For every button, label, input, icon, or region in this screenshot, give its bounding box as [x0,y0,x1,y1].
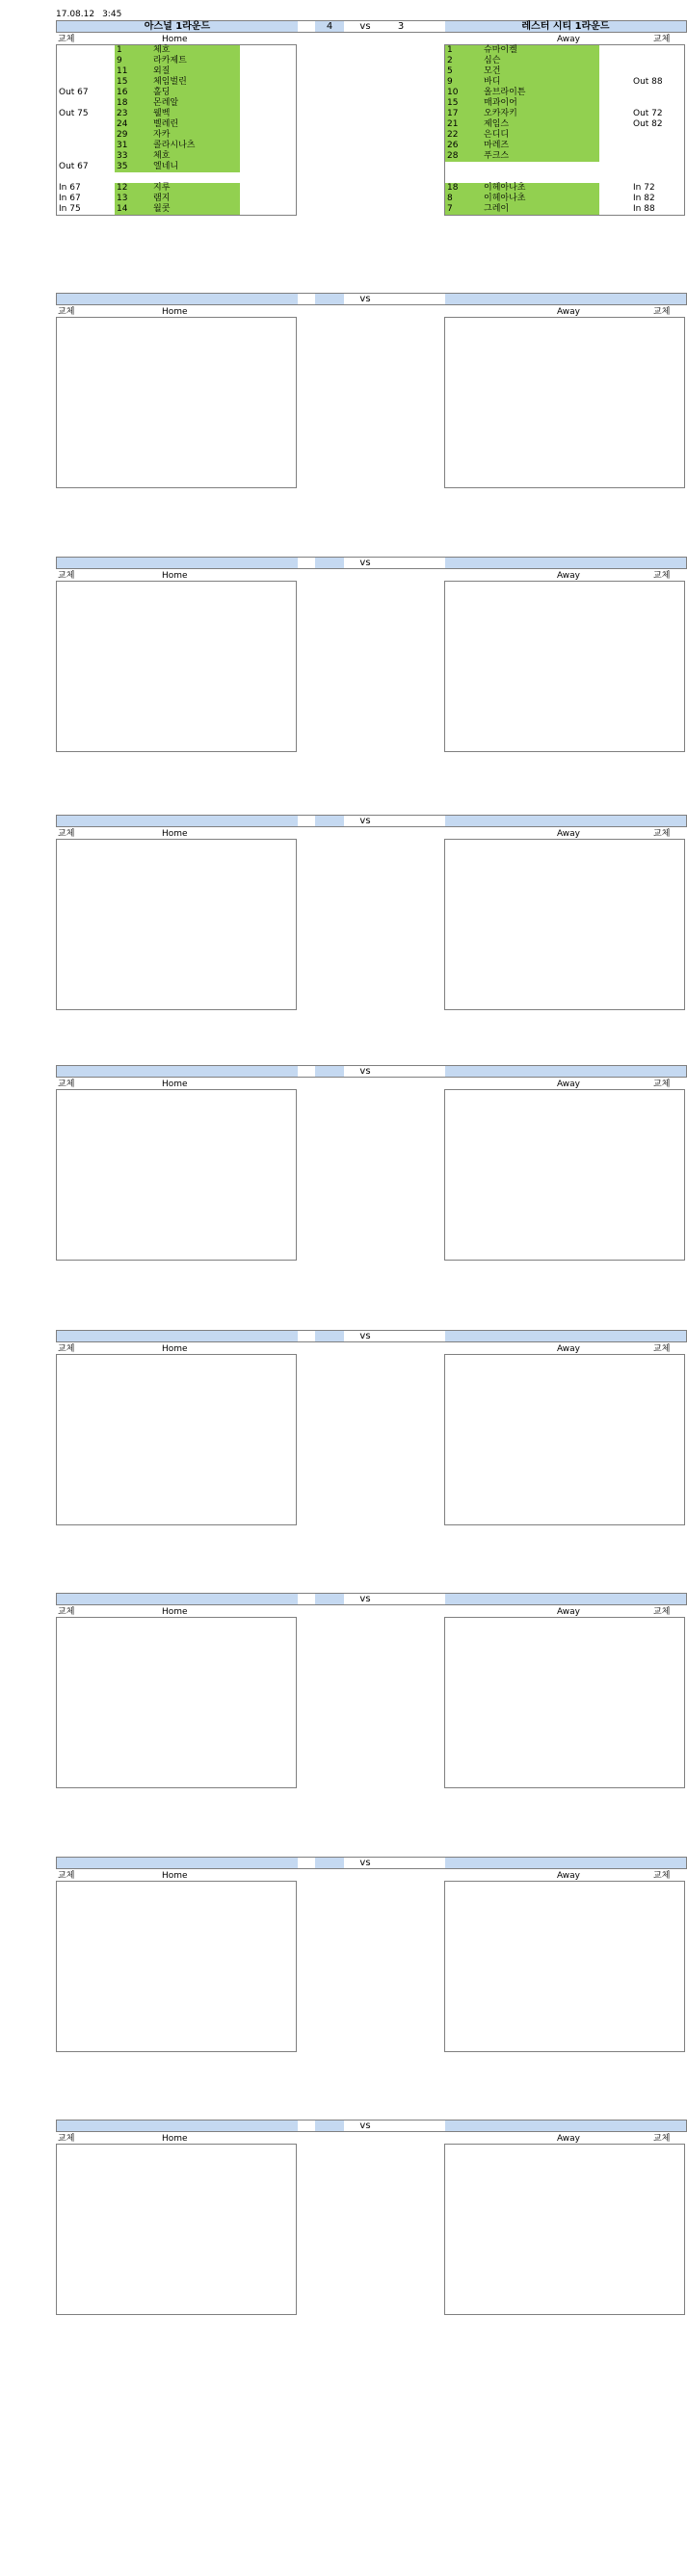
home-player-row [57,151,296,162]
sub-info: In 67 [59,194,81,203]
away-player-row [445,66,684,77]
col-away: Away [557,1871,580,1881]
player-number: 8 [447,194,453,203]
col-change-away: 교체 [653,35,671,44]
away-score [386,1858,415,1868]
match-time: 3:45 [102,10,122,19]
col-change-away: 교체 [653,1871,671,1881]
away-score [386,2121,415,2131]
home-score [315,1331,344,1341]
col-change-away: 교체 [653,829,671,839]
col-away: Away [557,35,580,44]
match-block [56,804,687,1069]
player-name: 콜라시나츠 [153,141,196,150]
player-name: 푸크스 [484,151,510,161]
home-lineup [56,44,297,216]
player-name: 지루 [153,183,171,193]
away-lineup [444,1354,685,1525]
home-score [315,558,344,568]
vs-label: vs [359,21,371,32]
column-header [56,2134,687,2144]
match-block [56,2109,687,2374]
player-cell [115,98,240,109]
away-lineup [444,317,685,488]
player-name: 벨레린 [153,119,179,129]
player-name: 모건 [484,66,501,76]
player-number: 21 [447,119,459,129]
player-number: 14 [117,204,128,214]
col-home: Home [162,307,188,317]
home-player-row [57,183,296,194]
col-change-home: 교체 [58,1080,75,1089]
away-team-name [445,1594,686,1604]
home-player-row [57,66,296,77]
player-cell [115,66,240,77]
home-team-name [57,1066,298,1077]
player-number: 18 [447,183,459,193]
col-change-home: 교체 [58,1607,75,1617]
home-score [315,1066,344,1077]
vs-label: vs [359,1858,371,1868]
player-number: 26 [447,141,459,150]
col-home: Home [162,2134,188,2144]
player-number: 17 [447,109,459,118]
player-number: 1 [447,45,453,55]
away-lineup [444,1617,685,1788]
player-name: 외질 [153,66,171,76]
player-cell [115,130,240,141]
col-home: Home [162,1871,188,1881]
player-cell [445,204,599,215]
vs-label: vs [359,1066,371,1077]
match-block [56,282,687,547]
away-lineup [444,581,685,752]
away-score [386,1066,415,1077]
player-cell [115,56,240,66]
away-player-row [445,88,684,98]
home-player-row [57,172,296,183]
player-cell [115,119,240,130]
away-score [386,1594,415,1604]
home-player-row [57,130,296,141]
col-away: Away [557,2134,580,2144]
home-player-row [57,77,296,88]
vs-label: vs [359,558,371,568]
sub-info: In 67 [59,183,81,193]
player-cell [115,109,240,119]
sub-info: Out 67 [59,88,89,97]
home-score [315,1858,344,1868]
home-team-name [57,1331,298,1341]
sub-info: In 75 [59,204,81,214]
player-name: 자카 [153,130,171,140]
player-cell [445,183,599,194]
player-cell [445,194,599,204]
away-player-row [445,141,684,151]
player-number: 33 [117,151,128,161]
away-player-row [445,194,684,204]
team-row [56,1593,687,1605]
sub-info: Out 67 [59,162,89,171]
player-number: 9 [117,56,122,65]
match-block [56,1846,687,2111]
player-name: 체흐 [153,45,171,55]
column-header [56,307,687,317]
match-block [56,10,687,274]
player-cell [115,77,240,88]
vs-label: vs [359,816,371,826]
home-score [315,2121,344,2131]
vs-label: vs [359,294,371,304]
player-number: 7 [447,204,453,214]
player-name: 마레즈 [484,141,510,150]
away-team-name [445,2121,686,2131]
home-player-row [57,162,296,172]
home-lineup [56,1089,297,1261]
col-change-away: 교체 [653,307,671,317]
player-cell [445,98,599,109]
column-header [56,35,687,44]
team-row [56,1330,687,1342]
player-name: 램지 [153,194,171,203]
home-player-row [57,56,296,66]
player-name: 이헤아나초 [484,194,526,203]
player-number: 18 [117,98,128,108]
vs-label: vs [359,1594,371,1604]
team-row [56,2120,687,2132]
player-number: 29 [117,130,128,140]
player-name: 심슨 [484,56,501,65]
away-team-name: 레스터 시티 1라운드 [445,21,686,32]
sub-info: In 88 [633,204,655,214]
home-lineup [56,1881,297,2052]
player-number: 10 [447,88,459,97]
match-datetime [56,1582,64,1592]
col-home: Home [162,35,188,44]
match-datetime [56,282,64,292]
team-row [56,20,687,33]
match-block [56,1582,687,1847]
home-player-row [57,109,296,119]
player-name: 올브라이튼 [484,88,526,97]
home-score [315,816,344,826]
match-datetime [56,1319,64,1329]
sub-info: Out 82 [633,119,663,129]
col-change-away: 교체 [653,1607,671,1617]
away-lineup [444,44,685,216]
col-away: Away [557,1344,580,1354]
player-cell [445,88,599,98]
player-number: 11 [117,66,128,76]
player-cell [445,119,599,130]
player-number: 2 [447,56,453,65]
player-number: 28 [447,151,459,161]
player-name: 홀딩 [153,88,171,97]
away-player-row [445,119,684,130]
sub-info: Out 75 [59,109,89,118]
player-cell [445,77,599,88]
away-lineup [444,2144,685,2315]
away-score: 3 [397,21,405,32]
team-row [56,1065,687,1078]
player-number: 15 [117,77,128,87]
match-datetime [56,2109,64,2119]
home-player-row [57,204,296,215]
away-lineup [444,1089,685,1261]
away-player-row [445,130,684,141]
away-player-row [445,162,684,172]
sub-info: Out 88 [633,77,663,87]
col-home: Home [162,1607,188,1617]
col-change-home: 교체 [58,35,75,44]
home-player-row [57,45,296,56]
player-name: 몬레알 [153,98,179,108]
away-score [386,1331,415,1341]
col-change-away: 교체 [653,1344,671,1354]
col-home: Home [162,571,188,581]
player-name: 오카자키 [484,109,517,118]
match-datetime [56,1054,64,1064]
match-datetime [56,10,121,19]
column-header [56,1871,687,1881]
player-number: 13 [117,194,128,203]
player-number: 1 [117,45,122,55]
col-change-away: 교체 [653,2134,671,2144]
col-away: Away [557,829,580,839]
team-row [56,293,687,305]
home-score: 4 [315,21,344,32]
column-header [56,1080,687,1089]
player-number: 24 [117,119,128,129]
home-team-name [57,1858,298,1868]
player-cell [445,56,599,66]
home-team-name [57,1594,298,1604]
col-away: Away [557,571,580,581]
home-player-row [57,141,296,151]
player-name: 이헤아나초 [484,183,526,193]
player-cell [445,141,599,151]
home-lineup [56,317,297,488]
column-header [56,571,687,581]
player-number: 12 [117,183,128,193]
player-number: 31 [117,141,128,150]
col-away: Away [557,1607,580,1617]
player-cell [445,162,599,172]
away-player-row [445,151,684,162]
col-home: Home [162,1080,188,1089]
home-team-name: 아스널 1라운드 [57,21,298,32]
player-number: 23 [117,109,128,118]
home-team-name [57,816,298,826]
player-name: 슈마이켈 [484,45,517,55]
match-block [56,1054,687,1319]
player-cell [115,141,240,151]
player-cell [115,88,240,98]
home-team-name [57,2121,298,2131]
match-block [56,546,687,811]
player-cell [445,109,599,119]
away-score [386,816,415,826]
player-number: 22 [447,130,459,140]
away-player-row [445,77,684,88]
player-cell [115,172,240,183]
away-player-row [445,183,684,194]
away-player-row [445,45,684,56]
away-player-row [445,204,684,215]
col-change-away: 교체 [653,1080,671,1089]
player-name: 월콧 [153,204,171,214]
column-header [56,829,687,839]
home-team-name [57,294,298,304]
sub-info: In 82 [633,194,655,203]
column-header [56,1344,687,1354]
col-away: Away [557,307,580,317]
sub-info: Out 72 [633,109,663,118]
col-change-home: 교체 [58,307,75,317]
away-player-row [445,172,684,183]
player-cell [115,151,240,162]
col-home: Home [162,829,188,839]
player-name: 웰벡 [153,109,171,118]
player-number: 16 [117,88,128,97]
player-name: 라카제트 [153,56,187,65]
team-row [56,557,687,569]
match-datetime [56,546,64,556]
away-team-name [445,816,686,826]
col-change-home: 교체 [58,1344,75,1354]
column-header [56,1607,687,1617]
sub-info: In 72 [633,183,655,193]
home-score [315,294,344,304]
player-cell [115,204,240,215]
match-datetime [56,1846,64,1856]
player-cell [445,172,599,183]
player-cell [115,45,240,56]
home-lineup [56,1617,297,1788]
col-change-home: 교체 [58,1871,75,1881]
away-score [386,294,415,304]
home-lineup [56,839,297,1010]
col-change-away: 교체 [653,571,671,581]
player-name: 그레이 [484,204,510,214]
player-name: 제임스 [484,119,510,129]
away-team-name [445,1331,686,1341]
vs-label: vs [359,2121,371,2131]
home-lineup [56,2144,297,2315]
player-cell [115,162,240,172]
player-cell [445,130,599,141]
player-name: 체흐 [153,151,171,161]
player-number: 35 [117,162,128,171]
home-lineup [56,1354,297,1525]
home-score [315,1594,344,1604]
player-cell [445,66,599,77]
home-lineup [56,581,297,752]
away-player-row [445,98,684,109]
home-player-row [57,88,296,98]
match-block [56,1319,687,1584]
team-row [56,815,687,827]
col-change-home: 교체 [58,829,75,839]
vs-label: vs [359,1331,371,1341]
team-row [56,1857,687,1869]
player-name: 체임벌린 [153,77,187,87]
col-home: Home [162,1344,188,1354]
match-date: 17.08.12 [56,10,95,19]
away-score [386,558,415,568]
away-team-name [445,294,686,304]
match-datetime [56,804,64,814]
away-lineup [444,839,685,1010]
player-name: 은디디 [484,130,510,140]
player-cell [115,194,240,204]
home-player-row [57,98,296,109]
player-cell [445,45,599,56]
player-name: 매과이어 [484,98,517,108]
player-number: 15 [447,98,459,108]
home-player-row [57,119,296,130]
away-team-name [445,558,686,568]
player-name: 엘네니 [153,162,179,171]
away-player-row [445,109,684,119]
away-team-name [445,1858,686,1868]
home-player-row [57,194,296,204]
home-team-name [57,558,298,568]
player-cell [115,183,240,194]
player-cell [445,151,599,162]
col-away: Away [557,1080,580,1089]
away-team-name [445,1066,686,1077]
player-number: 9 [447,77,453,87]
col-change-home: 교체 [58,571,75,581]
away-lineup [444,1881,685,2052]
player-name: 바디 [484,77,501,87]
col-change-home: 교체 [58,2134,75,2144]
away-player-row [445,56,684,66]
player-number: 5 [447,66,453,76]
